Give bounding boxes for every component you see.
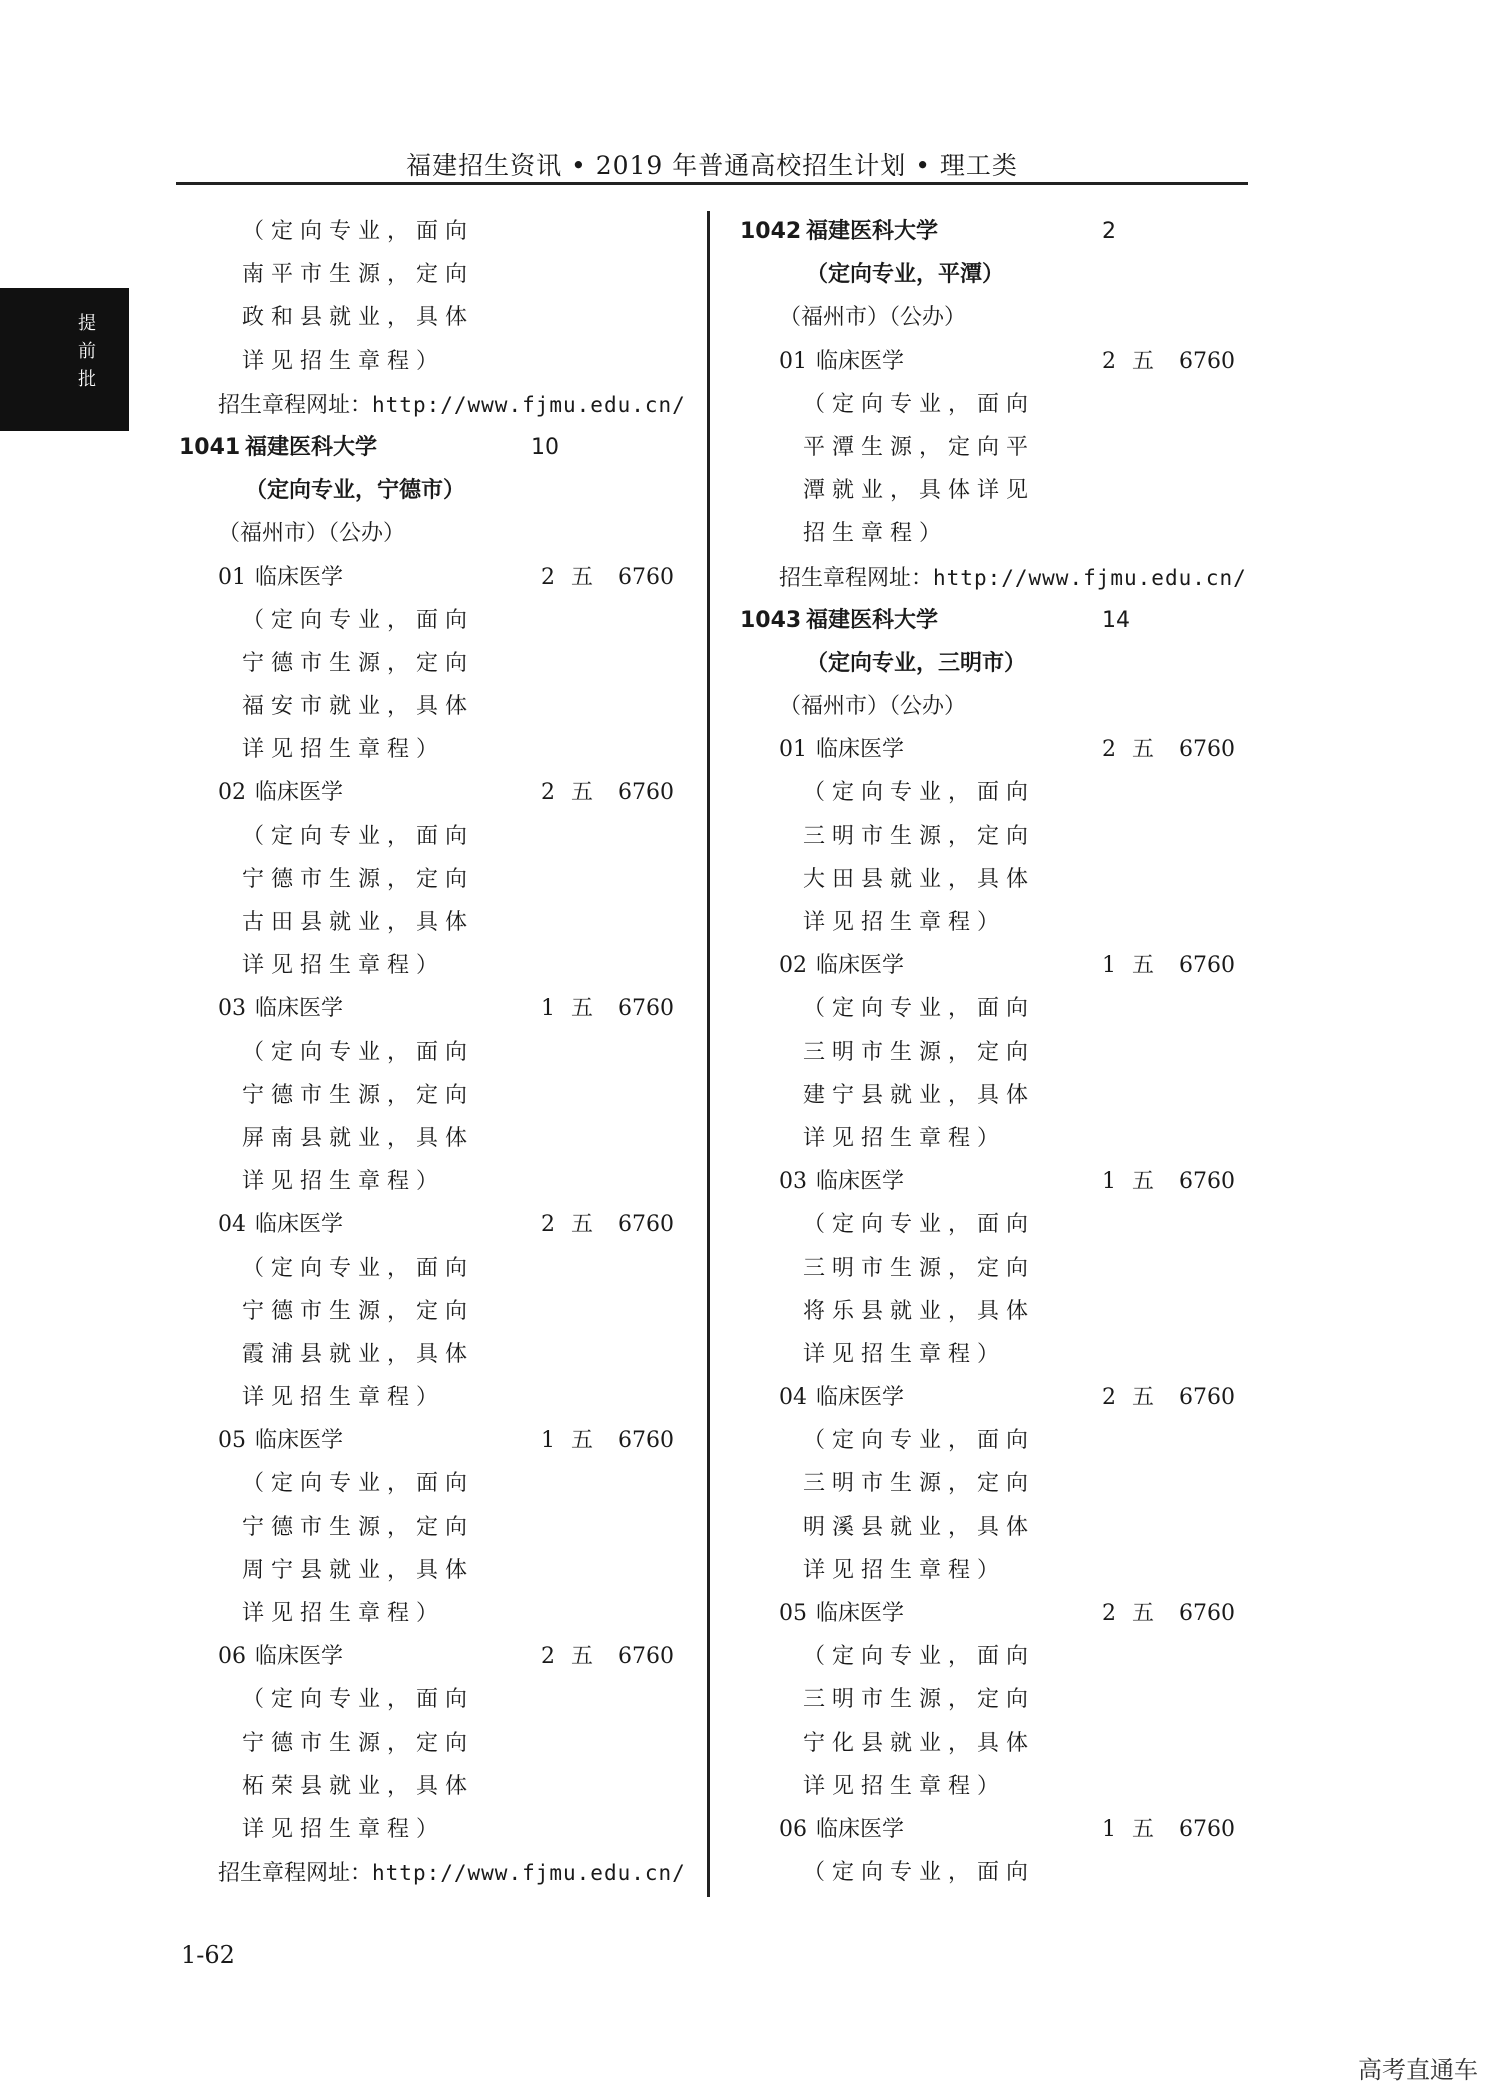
plan-count: 2 [541,564,555,590]
major-note [737,1118,1247,1161]
major-note-text: 详见招生章程） [803,1557,1007,1583]
school-location [737,686,1247,729]
study-length: 五 [571,780,594,806]
major-note-text: 福安市就业，具体 [242,694,475,720]
major-note [176,1766,686,1809]
charter-url: http://www.fjmu.edu.cn/ [372,392,686,417]
tuition-fee: 6760 [1179,1816,1235,1842]
major-name: 临床医学 [816,348,905,374]
major-note [737,859,1247,902]
major-entry [737,729,1247,772]
tuition-fee: 6760 [1179,1169,1235,1195]
major-note-text: 宁化县就业，具体 [803,1730,1036,1756]
major-note-text: 周宁县就业，具体 [242,1557,475,1583]
major-note [176,254,686,297]
plan-count: 2 [1102,1385,1116,1411]
school-code: 1043 [740,607,802,633]
major-note [737,902,1247,945]
major-entry [176,1204,686,1247]
plan-count: 2 [1102,737,1116,763]
charter-url-wrap [218,390,686,421]
major-name: 临床医学 [255,1644,344,1670]
charter-url: http://www.fjmu.edu.cn/ [372,1861,686,1886]
major-note-text: 宁德市生源，定向 [242,1298,475,1324]
major-note-text: 宁德市生源，定向 [242,1730,475,1756]
major-note-text: 详见招生章程） [242,1816,446,1842]
major-note [737,470,1247,513]
major-name: 临床医学 [816,737,905,763]
section-tab-label: 提前批 [78,313,96,390]
major-entry [737,1161,1247,1204]
major-note-text: 详见招生章程） [803,1773,1007,1799]
major-note-text: （定向专业，面向 [803,1428,1036,1454]
charter-url-line [176,384,686,427]
major-code: 03 [779,1169,807,1195]
major-note [176,211,686,254]
major-note [737,1463,1247,1506]
study-length: 五 [1132,1816,1155,1842]
major-note-text: 详见招生章程） [242,953,446,979]
study-length: 五 [1132,1169,1155,1195]
column-divider [707,211,710,1897]
study-length: 五 [1132,1385,1155,1411]
school-name: 福建医科大学 [245,434,378,460]
plan-count: 2 [1102,1601,1116,1626]
major-name: 临床医学 [255,780,344,806]
major-note-text: （定向专业，面向 [242,1255,475,1281]
school-code: 1041 [179,434,241,460]
major-note [176,1118,686,1161]
major-code: 04 [779,1385,807,1411]
tuition-fee: 6760 [618,564,674,590]
school-entry [176,427,686,470]
major-note [176,1291,686,1334]
major-note-text: 详见招生章程） [803,1125,1007,1151]
major-note-text: 南平市生源，定向 [242,262,475,288]
major-note-text: 招生章程） [803,521,949,547]
major-note-text: 屏南县就业，具体 [242,1125,475,1151]
major-note [176,1809,686,1852]
charter-url-label: 招生章程网址： [218,392,373,418]
charter-url-line [737,557,1247,600]
tuition-fee: 6760 [1179,1601,1235,1626]
study-length: 五 [571,1644,594,1670]
study-length: 五 [1132,953,1155,979]
major-note-text: 详见招生章程） [242,1601,446,1626]
major-entry [737,1377,1247,1420]
major-note [737,1032,1247,1075]
major-note [176,1507,686,1550]
tuition-fee: 6760 [1179,737,1235,763]
major-name: 临床医学 [816,953,905,979]
major-note-text: 详见招生章程） [242,737,446,763]
major-note-text: 宁德市生源，定向 [242,1514,475,1540]
major-code: 05 [779,1601,807,1626]
right-column [737,211,1247,1895]
major-note-text: 三明市生源，定向 [803,823,1036,849]
school-note-text: （定向专业，宁德市） [245,478,466,504]
left-column [176,211,686,1895]
study-length: 五 [571,1212,594,1238]
major-note [737,427,1247,470]
major-note-text: （定向专业，面向 [242,1687,475,1713]
major-note-text: （定向专业，面向 [803,1212,1036,1238]
plan-count: 14 [1102,607,1130,633]
major-name: 临床医学 [816,1169,905,1195]
major-note-text: 建宁县就业，具体 [803,1082,1036,1108]
major-entry [176,772,686,815]
major-code: 06 [218,1644,246,1670]
major-note [737,384,1247,427]
major-note-text: 政和县就业，具体 [242,305,475,331]
charter-url-wrap [218,1858,686,1889]
major-note [176,816,686,859]
plan-count: 2 [541,1212,555,1238]
major-note [176,1075,686,1118]
school-note [737,254,1247,297]
major-note [737,513,1247,556]
study-length: 五 [1132,737,1155,763]
plan-count: 2 [541,780,555,806]
major-note [737,1636,1247,1679]
major-entry [176,557,686,600]
major-note-text: （定向专业，面向 [803,1860,1036,1886]
study-length: 五 [571,564,594,590]
major-note [176,1377,686,1420]
major-note-text: 详见招生章程） [242,1169,446,1195]
major-note [737,988,1247,1031]
major-note-text: 潭就业，具体详见 [803,478,1036,504]
header-rule [176,182,1248,185]
major-note-text: （定向专业，面向 [803,391,1036,417]
tuition-fee: 6760 [618,1212,674,1238]
major-note-text: 明溪县就业，具体 [803,1514,1036,1540]
major-note [737,1550,1247,1593]
tuition-fee: 6760 [618,996,674,1022]
major-note-text: 详见招生章程） [803,1341,1007,1367]
major-code: 01 [779,348,807,374]
major-note-text: 将乐县就业，具体 [803,1298,1036,1324]
major-note-text: （定向专业，面向 [803,1644,1036,1670]
study-length: 五 [1132,1601,1155,1626]
school-entry [737,211,1247,254]
major-note [176,859,686,902]
plan-count: 1 [541,996,555,1022]
major-note-text: 霞浦县就业，具体 [242,1341,475,1367]
major-note [176,686,686,729]
major-note [176,729,686,772]
charter-url-line [176,1852,686,1895]
major-note-text: 详见招生章程） [803,910,1007,935]
major-name: 临床医学 [255,564,344,590]
major-note [737,1204,1247,1247]
major-note [176,1032,686,1075]
tuition-fee: 6760 [618,1644,674,1670]
major-note-text: （定向专业，面向 [242,607,475,633]
major-name: 临床医学 [816,1385,905,1411]
major-note [737,1248,1247,1291]
major-code: 02 [779,953,807,979]
plan-count: 2 [1102,219,1116,244]
major-code: 06 [779,1816,807,1842]
major-name: 临床医学 [255,1212,344,1238]
major-name: 临床医学 [816,1601,905,1626]
major-entry [737,945,1247,988]
school-name: 福建医科大学 [806,607,939,633]
major-note [176,341,686,384]
plan-count: 1 [1102,953,1116,979]
school-code: 1042 [740,219,802,244]
major-note-text: 宁德市生源，定向 [242,866,475,892]
school-location [737,297,1247,340]
study-length: 五 [571,996,594,1022]
major-note [176,600,686,643]
major-note [737,1766,1247,1809]
major-note-text: （定向专业，面向 [803,780,1036,806]
school-note [176,470,686,513]
major-note-text: 宁德市生源，定向 [242,1082,475,1108]
school-location-text: （福州市）（公办） [779,305,967,331]
school-location-text: （福州市）（公办） [218,521,406,547]
major-note-text: （定向专业，面向 [242,1471,475,1497]
charter-url-label: 招生章程网址： [218,1861,373,1887]
major-entry [176,988,686,1031]
major-code: 03 [218,996,246,1022]
major-note [176,297,686,340]
major-note [176,1161,686,1204]
tuition-fee: 6760 [1179,953,1235,979]
major-name: 临床医学 [816,1816,905,1842]
major-code: 04 [218,1212,246,1238]
major-note-text: （定向专业，面向 [242,1039,475,1065]
plan-count: 2 [541,1644,555,1670]
major-note [176,643,686,686]
school-entry [737,600,1247,643]
tuition-fee: 6760 [1179,348,1235,374]
major-note [737,1679,1247,1722]
major-note [176,1463,686,1506]
major-note [176,902,686,945]
major-note [737,1723,1247,1766]
major-note [737,1852,1247,1895]
major-note [176,1593,686,1636]
section-tab [0,288,129,431]
major-note-text: （定向专业，面向 [242,823,475,849]
page-header-title: 福建招生资讯 • 2019 年普通高校招生计划 • 理工类 [406,151,1018,180]
major-entry [176,1420,686,1463]
major-code: 01 [218,564,246,590]
major-entry [737,1593,1247,1636]
major-note-text: 宁德市生源，定向 [242,650,475,676]
major-code: 01 [779,737,807,763]
major-note [176,1679,686,1722]
major-entry [176,1636,686,1679]
major-code: 02 [218,780,246,806]
tuition-fee: 6760 [618,1428,674,1454]
major-note [176,945,686,988]
major-note [737,1075,1247,1118]
school-note [737,643,1247,686]
watermark: 高考直通车 [1358,2056,1478,2084]
major-note-text: 大田县就业，具体 [803,866,1036,892]
major-note [737,1507,1247,1550]
major-note [176,1723,686,1766]
major-name: 临床医学 [255,996,344,1022]
major-note [176,1334,686,1377]
major-note-text: 三明市生源，定向 [803,1471,1036,1497]
major-note-text: 古田县就业，具体 [242,910,475,935]
major-note [737,772,1247,815]
study-length: 五 [1132,348,1155,374]
major-note-text: 三明市生源，定向 [803,1039,1036,1065]
major-note-text: （定向专业，面向 [242,219,475,244]
school-location [176,513,686,556]
school-note-text: （定向专业，平潭） [806,262,1005,288]
school-location-text: （福州市）（公办） [779,694,967,720]
major-name: 临床医学 [255,1428,344,1454]
plan-count: 1 [1102,1169,1116,1195]
major-note-text: 平潭生源，定向平 [803,434,1036,460]
school-name: 福建医科大学 [806,219,939,244]
major-code: 05 [218,1428,246,1454]
major-entry [737,1809,1247,1852]
charter-url-label: 招生章程网址： [779,565,934,591]
major-entry [737,341,1247,384]
major-note [176,1248,686,1291]
major-note [737,1291,1247,1334]
charter-url: http://www.fjmu.edu.cn/ [933,565,1247,590]
plan-count: 10 [531,434,559,460]
charter-url-wrap [779,563,1247,594]
page-number: 1-62 [181,1941,235,1969]
major-note [737,1334,1247,1377]
tuition-fee: 6760 [618,780,674,806]
major-note [737,816,1247,859]
major-note [737,1420,1247,1463]
major-note-text: 详见招生章程） [242,348,446,374]
major-note-text: 柘荣县就业，具体 [242,1773,475,1799]
major-note-text: 三明市生源，定向 [803,1255,1036,1281]
plan-count: 1 [541,1428,555,1454]
plan-count: 2 [1102,348,1116,374]
major-note [176,1550,686,1593]
plan-count: 1 [1102,1816,1116,1842]
major-note-text: 三明市生源，定向 [803,1687,1036,1713]
major-note-text: 详见招生章程） [242,1385,446,1411]
major-note-text: （定向专业，面向 [803,996,1036,1022]
school-note-text: （定向专业，三明市） [806,650,1027,676]
tuition-fee: 6760 [1179,1385,1235,1411]
study-length: 五 [571,1428,594,1454]
